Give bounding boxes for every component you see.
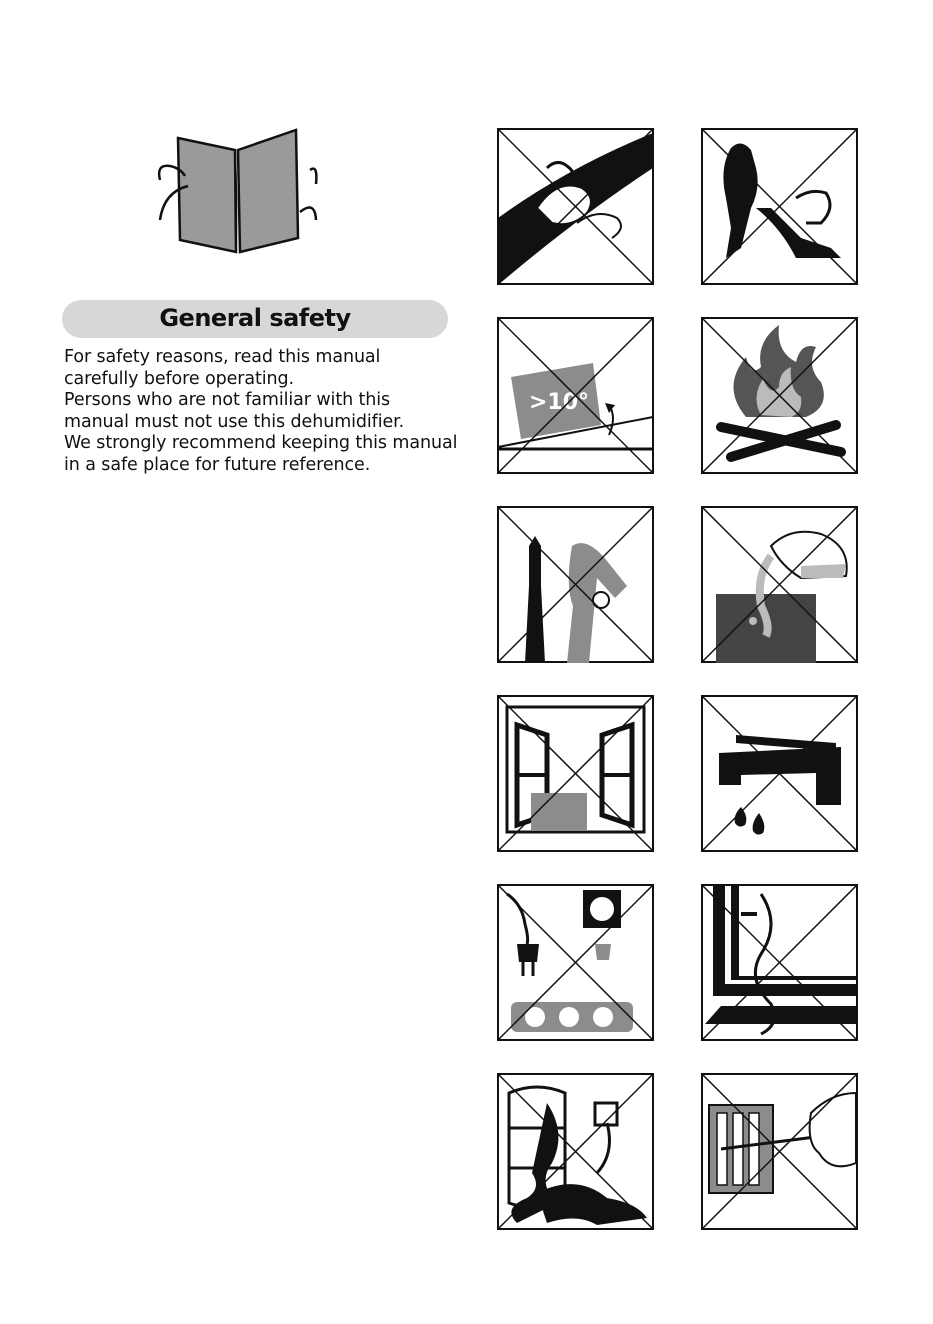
no-flammable-fluids-icon [497, 1073, 654, 1230]
intro-line: For safety reasons, read this manual [64, 347, 381, 367]
no-liquids-icon [701, 506, 858, 663]
intro-line: Persons who are not familiar with this [64, 390, 391, 411]
no-tap-water-icon [701, 695, 858, 852]
no-cord-under-carpet-icon [701, 884, 858, 1041]
tilt-angle-label: >10° [529, 390, 590, 415]
no-tools-icon [497, 506, 654, 663]
intro-line: We strongly recommend keeping this manual [64, 433, 458, 454]
intro-line: carefully before operating. [64, 368, 294, 389]
no-hands-on-cord-icon [497, 128, 654, 285]
no-open-window-icon [497, 695, 654, 852]
read-manual-icon [150, 120, 325, 260]
no-tilt-icon [497, 317, 654, 474]
no-children-icon [701, 128, 858, 285]
no-objects-in-grille-icon [701, 1073, 858, 1230]
intro-paragraph [64, 347, 464, 477]
section-title: General safety [159, 304, 351, 332]
no-extension-cord-icon [497, 884, 654, 1041]
no-fire-icon [701, 317, 858, 474]
intro-line: in a safe place for future reference. [64, 454, 371, 475]
section-header-bar [62, 300, 448, 338]
intro-line: manual must not use this dehumidifier. [64, 411, 405, 432]
